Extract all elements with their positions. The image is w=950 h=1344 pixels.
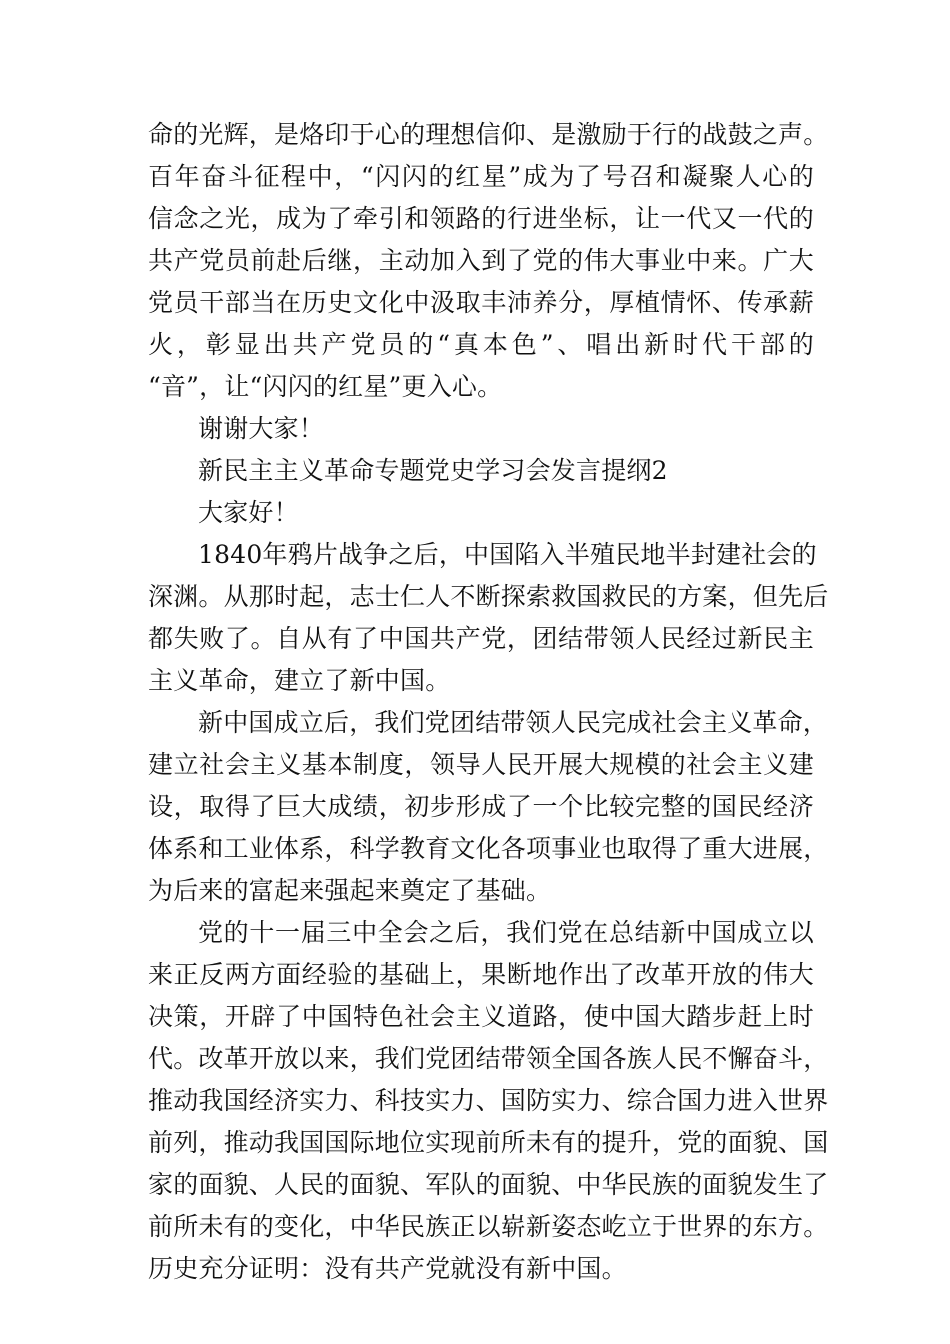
text-line: 家的面貌、人民的面貌、军队的面貌、中华民族的面貌发生了 <box>148 1170 829 1199</box>
text-line: 推动我国经济实力、科技实力、国防实力、综合国力进入世界 <box>148 1086 829 1115</box>
text-line: 代。改革开放以来，我们党团结带领全国各族人民不懈奋斗， <box>148 1044 829 1073</box>
closing-thanks: 谢谢大家！ <box>198 414 325 443</box>
text-line: 共产党员前赴后继，主动加入到了党的伟大事业中来。广大 <box>148 246 814 275</box>
text-line: 体系和工业体系，科学教育文化各项事业也取得了重大进展， <box>148 834 829 863</box>
text-line: 新中国成立后，我们党团结带领人民完成社会主义革命， <box>198 708 829 737</box>
text-line: 设，取得了巨大成绩，初步形成了一个比较完整的国民经济 <box>148 792 814 821</box>
text-line: 党员干部当在历史文化中汲取丰沛养分，厚植情怀、传承薪 <box>148 288 814 317</box>
text-line: 信念之光，成为了牵引和领路的行进坐标，让一代又一代的 <box>148 204 814 233</box>
text-line: 党的十一届三中全会之后，我们党在总结新中国成立以 <box>198 918 814 947</box>
section-heading: 新民主主义革命专题党史学习会发言提纲2 <box>198 456 668 485</box>
text-line: 为后来的富起来强起来奠定了基础。 <box>148 876 552 905</box>
text-line: 都失败了。自从有了中国共产党，团结带领人民经过新民主 <box>148 624 814 653</box>
text-line: 主义革命，建立了新中国。 <box>148 666 451 695</box>
text-line: 命的光辉，是烙印于心的理想信仰、是激励于行的战鼓之声。 <box>148 120 829 149</box>
text-line: 前所未有的变化，中华民族正以崭新姿态屹立于世界的东方。 <box>148 1212 829 1241</box>
greeting: 大家好！ <box>198 498 299 527</box>
text-line: 1840年鸦片战争之后，中国陷入半殖民地半封建社会的 <box>198 540 817 569</box>
text-line: 深渊。从那时起，志士仁人不断探索救国救民的方案，但先后 <box>148 582 829 611</box>
text-line: “音”，让“闪闪的红星”更入心。 <box>148 372 503 401</box>
text-line: 建立社会主义基本制度，领导人民开展大规模的社会主义建 <box>148 750 814 779</box>
text-line: 来正反两方面经验的基础上，果断地作出了改革开放的伟大 <box>148 960 814 989</box>
text-line: 决策，开辟了中国特色社会主义道路，使中国大踏步赶上时 <box>148 1002 814 1031</box>
text-line: 历史充分证明：没有共产党就没有新中国。 <box>148 1254 627 1283</box>
text-line: 百年奋斗征程中，“闪闪的红星”成为了号召和凝聚人心的 <box>148 162 814 191</box>
text-line: 前列，推动我国国际地位实现前所未有的提升，党的面貌、国 <box>148 1128 829 1157</box>
document-body <box>148 114 829 1290</box>
text-line: 火，彰显出共产党员的“真本色”、唱出新时代干部的 <box>148 330 814 359</box>
